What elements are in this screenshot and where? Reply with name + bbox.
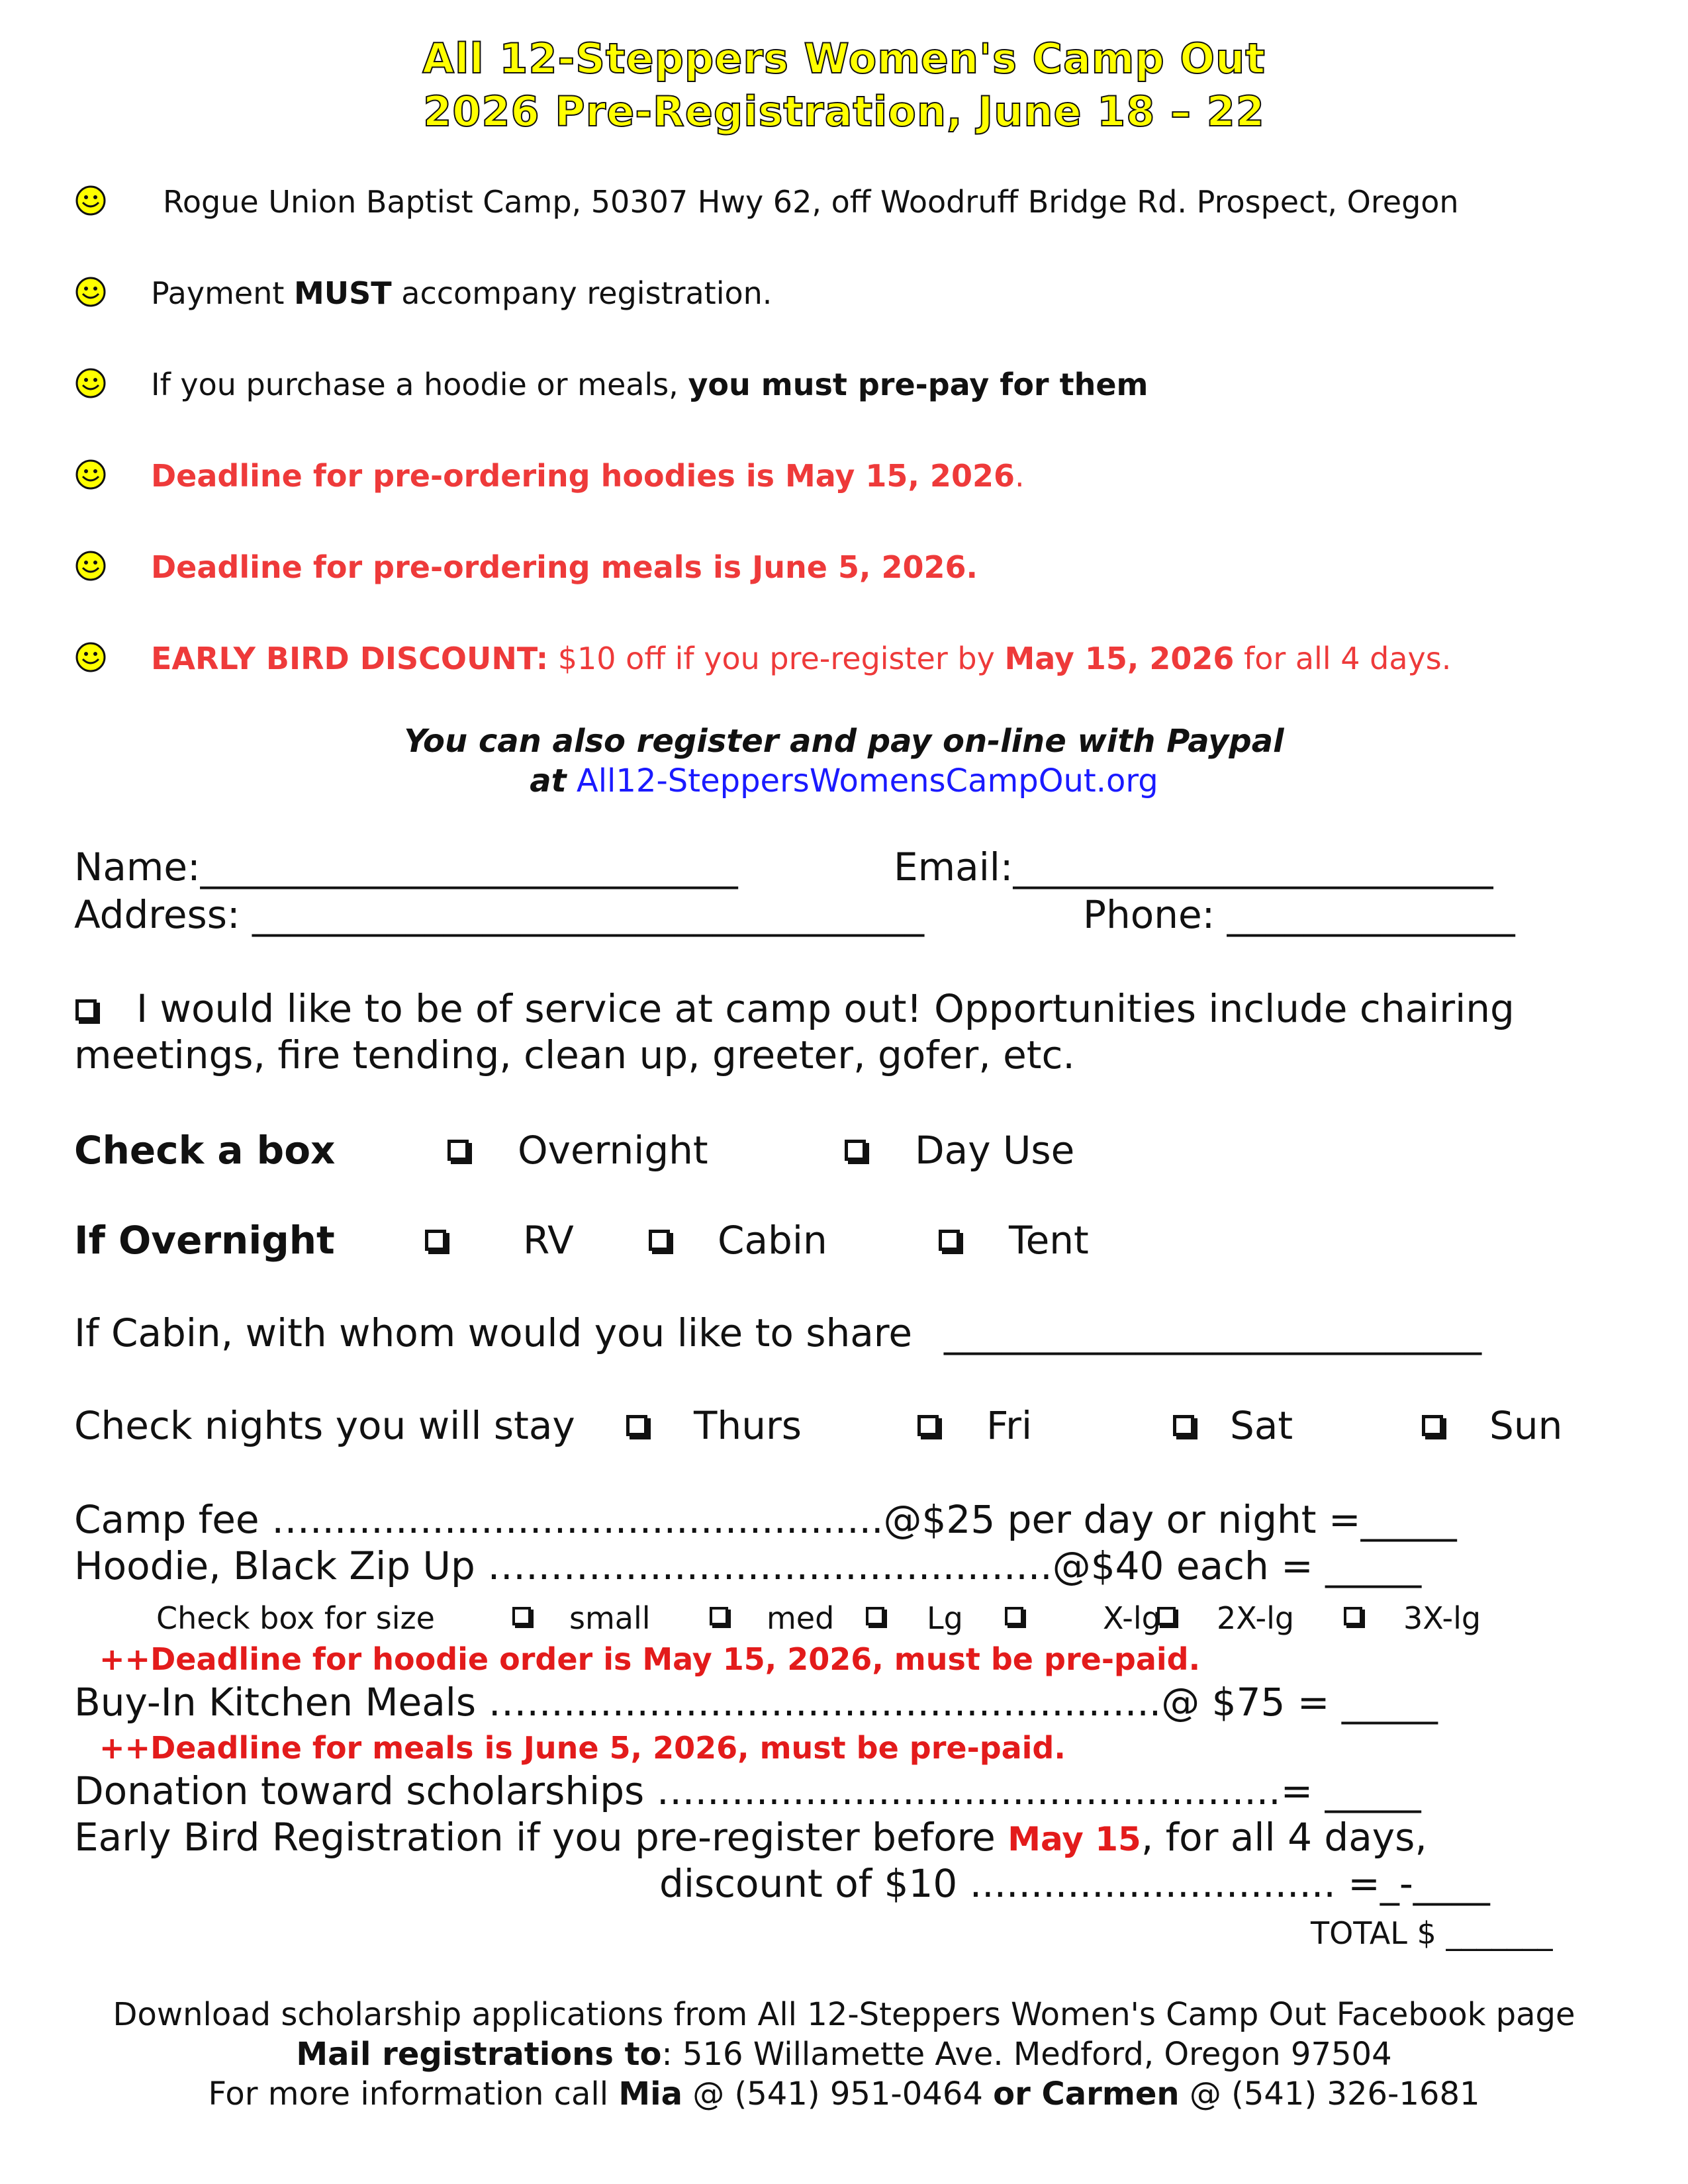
hoodie-deadline-warning: ++Deadline for hoodie order is May 15, 2026, must be pre-paid. [99,1641,1201,1677]
info-prefix: For more information call [208,2075,619,2113]
info-or: or [993,2075,1031,2113]
tent-label: Tent [1009,1218,1089,1263]
smiley-face-icon [74,549,107,582]
phone-label: Phone: [1083,892,1227,937]
cabin-share-blank[interactable]: ____________________________ [944,1310,1481,1355]
smiley-face-icon [74,458,107,491]
phone-blank[interactable]: _______________ [1227,892,1515,937]
name-label: Name: [74,844,201,889]
sat-checkbox[interactable] [1173,1415,1194,1436]
title-line-1: All 12-Steppers Women's Camp Out [422,34,1266,83]
service-line-1: I would like to be of service at camp out! Opportunities include chairing [136,986,1515,1031]
cabin-label: Cabin [718,1218,827,1263]
hoodie-deadline-period: . [1014,458,1025,494]
thurs-checkbox[interactable] [626,1415,647,1436]
size-lg-label: Lg [927,1600,963,1636]
email-blank[interactable]: _________________________ [1013,844,1493,889]
contact-phone-carmen: @ (541) 326-1681 [1179,2075,1480,2113]
meals-deadline-warning: ++Deadline for meals is June 5, 2026, must be pre-paid. [99,1730,1066,1766]
early-bird-suffix: , for all 4 days, [1141,1815,1427,1860]
smiley-face-icon [74,367,107,400]
address-label: Address: [74,892,252,937]
sun-label: Sun [1489,1403,1563,1448]
phone-field[interactable] [1083,892,1515,937]
early-bird-prefix: Early Bird Registration if you pre-register before [74,1815,1008,1860]
paypal-link[interactable]: All12-SteppersWomensCampOut.org [576,762,1158,799]
size-3xlg-checkbox[interactable] [1344,1607,1362,1625]
mail-address: : 516 Willamette Ave. Medford, Oregon 97504 [661,2036,1392,2073]
address-blank[interactable]: ___________________________________ [252,892,924,937]
mail-label: Mail registrations to [296,2036,662,2073]
info-line [0,2075,1688,2113]
rv-label: RV [523,1218,574,1263]
title-line-2: 2026 Pre-Registration, June 18 – 22 [423,87,1265,136]
address-field[interactable] [74,892,924,937]
size-lg-checkbox[interactable] [866,1607,884,1625]
stay-type-label: Check a box [74,1128,336,1173]
overnight-type-label: If Overnight [74,1218,335,1263]
size-med-checkbox[interactable] [710,1607,728,1625]
meals-deadline-note: Deadline for pre-ordering meals is June 5, 2026. [151,549,978,585]
location-text: Rogue Union Baptist Camp, 50307 Hwy 62, off Woodruff Bridge Rd. Prospect, Oregon [163,184,1459,220]
contact-phone-mia: @ (541) 951-0464 [682,2075,994,2113]
smiley-face-icon [74,184,107,217]
nights-label: Check nights you will stay [74,1403,575,1448]
sun-checkbox[interactable] [1422,1415,1443,1436]
day-use-checkbox[interactable] [845,1140,866,1161]
fri-checkbox[interactable] [917,1415,939,1436]
contact-name-mia: Mia [618,2075,682,2113]
size-xlg-label: X-lg [1103,1600,1161,1636]
online-register-line: You can also register and pay on-line with Paypal [404,723,1284,760]
overnight-checkbox[interactable] [447,1140,469,1161]
download-note: Download scholarship applications from All 12-Steppers Women's Camp Out Facebook page [113,1996,1575,2033]
early-bird-text: $10 off if you pre-register by [548,641,1005,676]
total-line[interactable]: TOTAL $ _______ [1311,1915,1553,1951]
early-bird-label: EARLY BIRD DISCOUNT: [151,641,549,676]
size-med-label: med [767,1600,835,1636]
rv-checkbox[interactable] [425,1230,446,1251]
size-label: Check box for size [156,1600,435,1636]
name-field[interactable] [74,844,738,889]
sat-label: Sat [1230,1403,1293,1448]
cabin-share-label: If Cabin, with whom would you like to share [74,1310,913,1355]
meals-line[interactable]: Buy-In Kitchen Meals …....................................................@ $75 = _____ [74,1680,1438,1725]
payment-note [151,275,772,311]
smiley-face-icon [74,275,107,308]
hoodie-line[interactable]: Hoodie, Black Zip Up …..…......................................@$40 each = _____ [74,1543,1422,1588]
early-bird-date: May 15, 2026 [1004,641,1235,676]
fri-label: Fri [986,1403,1033,1448]
payment-must: MUST [294,275,392,311]
smiley-face-icon [74,641,107,674]
email-label: Email: [894,844,1013,889]
email-field[interactable] [894,844,1493,889]
size-3xlg-label: 3X-lg [1403,1600,1481,1636]
early-bird-date-red: May 15 [1008,1820,1141,1858]
online-at: at [530,762,567,799]
name-blank[interactable]: ____________________________ [200,844,738,889]
prepay-note [151,367,1149,402]
early-bird-text-end: for all 4 days. [1234,641,1452,676]
payment-suffix: accompany registration. [391,275,773,311]
size-small-label: small [569,1600,651,1636]
size-xlg-checkbox[interactable] [1005,1607,1023,1625]
early-bird-note [151,641,1451,676]
prepay-bold: you must pre-pay for them [688,367,1149,402]
contact-name-carmen: Carmen [1030,2075,1180,2113]
mail-line [0,2036,1688,2073]
size-2xlg-checkbox[interactable] [1157,1607,1176,1625]
early-bird-line [74,1815,1427,1860]
online-url-line [0,762,1688,799]
size-small-checkbox[interactable] [512,1607,531,1625]
overnight-label: Overnight [518,1128,708,1173]
hoodie-deadline-note [151,458,1025,494]
donation-line[interactable]: Donation toward scholarships …................................................= _____ [74,1768,1421,1813]
cabin-checkbox[interactable] [649,1230,670,1251]
service-line-2: meetings, fire tending, clean up, greeter, gofer, etc. [74,1032,1075,1077]
payment-prefix: Payment [151,275,295,311]
discount-line[interactable]: discount of $10 .............................. =_-____ [659,1861,1490,1906]
size-2xlg-label: 2X-lg [1217,1600,1295,1636]
prepay-prefix: If you purchase a hoodie or meals, [151,367,688,402]
day-use-label: Day Use [915,1128,1075,1173]
thurs-label: Thurs [694,1403,802,1448]
tent-checkbox[interactable] [939,1230,960,1251]
service-checkbox[interactable] [75,999,97,1021]
camp-fee-line[interactable]: Camp fee …...............................................@$25 per day or night =_____ [74,1497,1457,1542]
hoodie-deadline-bold: Deadline for pre-ordering hoodies is May 15, 2026 [151,458,1015,494]
